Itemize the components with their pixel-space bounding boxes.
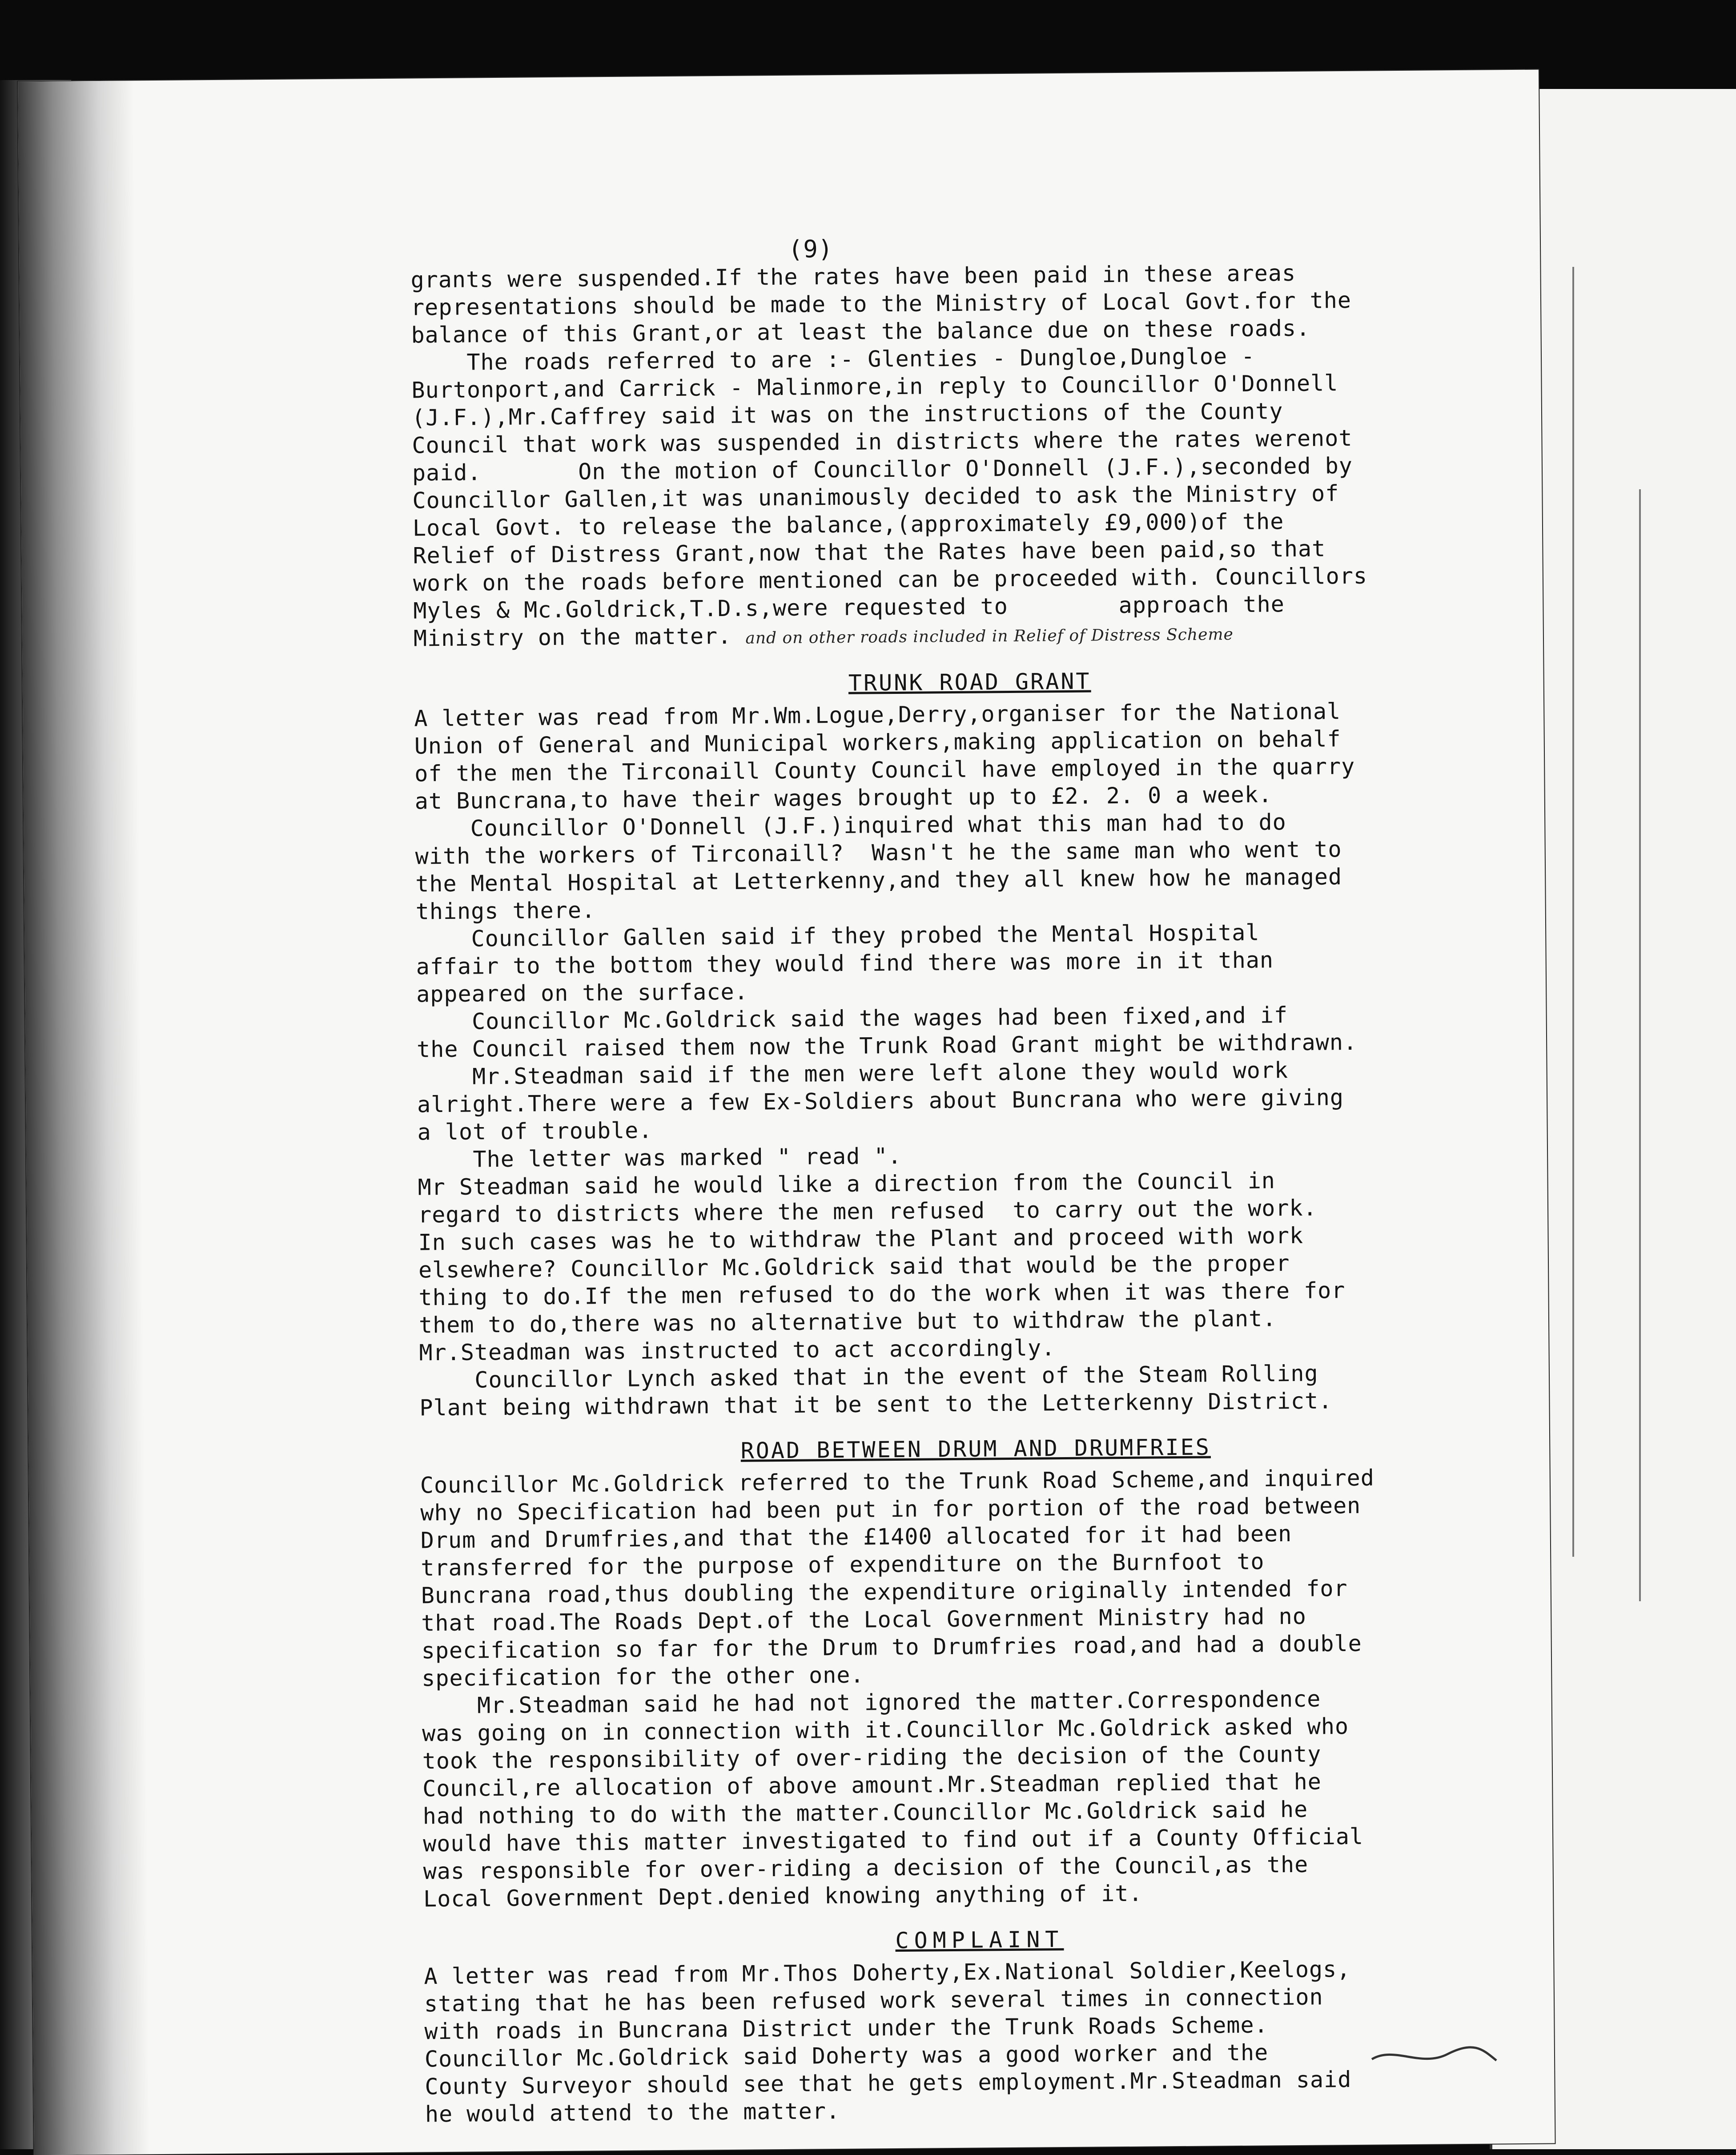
- text-line: The letter was marked " read ".: [417, 1143, 902, 1173]
- text-line: the Mental Hospital at Letterkenny,and they all knew how he managed: [415, 864, 1342, 897]
- heading-complaint: COMPLAINT: [895, 1926, 1064, 1954]
- scan-streak: [1639, 489, 1641, 1601]
- text-line: them to do,there was no alternative but to withdraw the plant.: [418, 1305, 1277, 1338]
- heading-road-drum-drumfries: ROAD BETWEEN DRUM AND DRUMFRIES: [740, 1434, 1211, 1464]
- text-line: was going on in connection with it.Councillor Mc.Goldrick asked who: [422, 1713, 1349, 1747]
- text-line: stating that he has been refused work several times in connection: [424, 1984, 1323, 2017]
- heading-trunk-road-grant: TRUNK ROAD GRANT: [848, 668, 1091, 696]
- text-line: Councillor O'Donnell (J.F.)inquired what this man had to do: [415, 809, 1286, 842]
- text-line: Union of General and Municipal workers,making application on behalf: [414, 726, 1341, 759]
- text-line: that road.The Roads Dept.of the Local Government Ministry had no: [421, 1603, 1307, 1636]
- text-line: Mr.Steadman was instructed to act accordingly.: [419, 1335, 1056, 1366]
- text-line: of the men the Tirconaill County Council have employed in the quarry: [414, 753, 1355, 787]
- page-number: (9): [788, 235, 833, 263]
- text-line: elsewhere? Councillor Mc.Goldrick said that would be the proper: [418, 1250, 1290, 1283]
- document-page: [18, 70, 1555, 2155]
- text-line: grants were suspended.If the rates have been paid in these areas: [410, 260, 1296, 293]
- text-line: Buncrana road,thus doubling the expenditure originally intended for: [421, 1575, 1348, 1609]
- text-line: affair to the bottom they would find there was more in it than: [416, 947, 1274, 980]
- text-line: A letter was read from Mr.Thos Doherty,Ex.National Soldier,Keelogs,: [424, 1956, 1351, 1990]
- text-line: paid. On the motion of Councillor O'Donnell (J.F.),seconded by: [412, 452, 1353, 486]
- text-line: was responsible for over-riding a decision of the Council,as the: [423, 1851, 1309, 1885]
- text-line: would have this matter investigated to find out if a County Official: [422, 1823, 1364, 1857]
- text-line: balance of this Grant,or at least the balance due on these roads.: [411, 315, 1310, 348]
- text-line: regard to districts where the men refused to carry out the work.: [418, 1195, 1317, 1228]
- text-line: Myles & Mc.Goldrick,T.D.s,were requested to approach the: [413, 591, 1285, 624]
- text-line: Drum and Drumfries,and that the £1400 allocated for it had been: [420, 1521, 1292, 1554]
- text-line: thing to do.If the men refused to do the work when it was there for: [418, 1277, 1346, 1311]
- minutes-text: [410, 230, 1537, 2128]
- text-line: at Buncrana,to have their wages brought up to £2. 2. 0 a week.: [414, 781, 1273, 814]
- pen-mark: [1367, 2036, 1501, 2072]
- text-line: the Council raised them now the Trunk Road Grant might be withdrawn.: [416, 1029, 1358, 1063]
- handwritten-insertion: and on other roads included in Relief of Distress Scheme: [745, 625, 1234, 648]
- text-line: Plant being withdrawn that it be sent to the Letterkenny District.: [419, 1388, 1333, 1421]
- text-line: specification for the other one.: [422, 1662, 864, 1692]
- binding-shadow: [18, 81, 150, 2155]
- text-line: (J.F.),Mr.Caffrey said it was on the instructions of the County: [411, 398, 1283, 431]
- paragraph-rates: [410, 258, 1525, 655]
- text-line: with the workers of Tirconaill? Wasn't he the same man who went to: [415, 836, 1342, 870]
- text-line: Councillor Mc.Goldrick said Doherty was a good worker and the: [424, 2039, 1269, 2072]
- text-line: Councillor Lynch asked that in the event of the Steam Rolling: [419, 1360, 1318, 1394]
- text-line: Council that work was suspended in districts where the rates werenot: [412, 425, 1353, 459]
- text-line: Local Govt. to release the balance,(approximately £9,000)of the: [412, 508, 1284, 541]
- text-line: Relief of Distress Grant,now that the Rates have been paid,so that: [413, 536, 1326, 569]
- text-line: alright.There were a few Ex-Soldiers about Buncrana who were giving: [417, 1084, 1344, 1118]
- text-line: why no Specification had been put in for portion of the road between: [420, 1492, 1361, 1526]
- text-line: Councillor Mc.Goldrick referred to the Trunk Road Scheme,and inquired: [420, 1465, 1375, 1498]
- text-line: Burtonport,and Carrick - Malinmore,in reply to Councillor O'Donnell: [411, 370, 1338, 403]
- scan-streak: [1572, 267, 1574, 1557]
- text-line: A letter was read from Mr.Wm.Logue,Derry,organiser for the National: [414, 698, 1341, 732]
- text-line: County Surveyor should see that he gets employment.Mr.Steadman said: [425, 2066, 1352, 2100]
- text-line: Mr.Steadman said he had not ignored the matter.Correspondence: [422, 1686, 1321, 1719]
- text-line: took the responsibility of over-riding the decision of the County: [422, 1741, 1322, 1774]
- text-line: had nothing to do with the matter.Councillor Mc.Goldrick said he: [422, 1796, 1308, 1829]
- text-line: with roads in Buncrana District under the Trunk Roads Scheme.: [424, 2012, 1268, 2045]
- text-line: a lot of trouble.: [417, 1117, 653, 1145]
- text-line: Council,re allocation of above amount.Mr.Steadman replied that he: [422, 1768, 1322, 1802]
- text-line: The roads referred to are :- Glenties - Dungloe,Dungloe -: [411, 343, 1255, 376]
- text-line: Local Government Dept.denied knowing anything of it.: [423, 1880, 1143, 1912]
- text-line: transferred for the purpose of expenditure on the Burnfoot to: [421, 1548, 1265, 1581]
- text-line: Mr Steadman said he would like a direction from the Council in: [418, 1168, 1276, 1200]
- text-line: things there.: [415, 897, 596, 925]
- section-trunk-road: [414, 696, 1531, 1422]
- text-line: In such cases was he to withdraw the Plant and proceed with work: [418, 1222, 1304, 1256]
- text-line: specification so far for the Drum to Drumfries road,and had a double: [421, 1630, 1362, 1664]
- text-line: Councillor Gallen,it was unanimously decided to ask the Ministry of: [412, 480, 1339, 514]
- text-line: appeared on the surface.: [416, 979, 748, 1007]
- text-line: work on the roads before mentioned can be proceeded with. Councillors: [413, 563, 1368, 596]
- text-line: representations should be made to the Ministry of Local Govt.for the: [410, 287, 1352, 321]
- section-drum-drumfries: [420, 1463, 1535, 1913]
- text-line-part: Ministry on the matter.: [413, 623, 732, 652]
- text-line: Mr.Steadman said if the men were left alone they would work: [417, 1057, 1289, 1090]
- text-line: Councillor Mc.Goldrick said the wages had been fixed,and if: [416, 1002, 1288, 1035]
- text-line: Councillor Gallen said if they probed the Mental Hospital: [415, 919, 1260, 952]
- text-line: he would attend to the matter.: [425, 2098, 840, 2127]
